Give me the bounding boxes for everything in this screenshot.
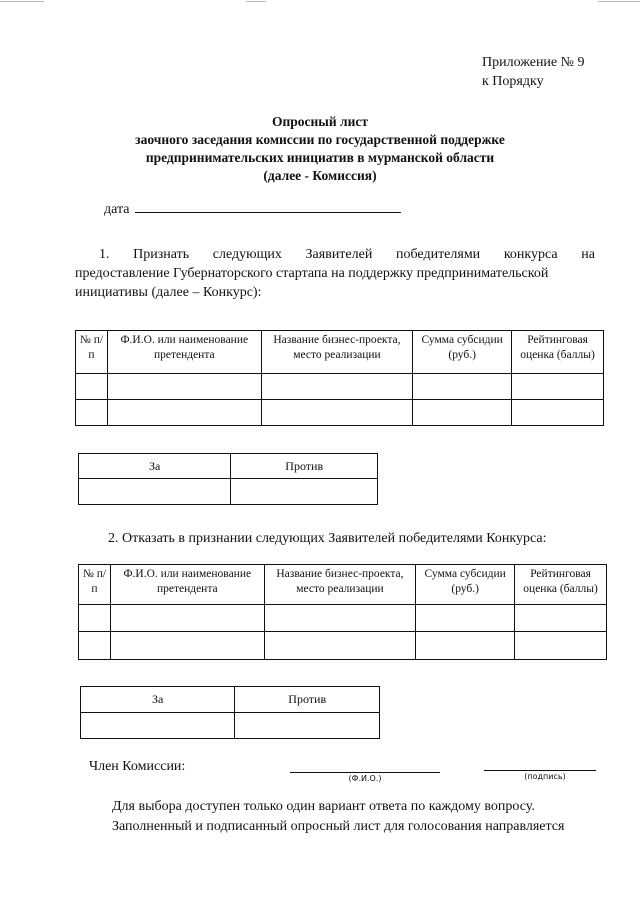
signature-line[interactable] bbox=[484, 770, 596, 771]
table-cell[interactable] bbox=[261, 374, 413, 400]
table-cell[interactable] bbox=[264, 605, 416, 632]
table-cell[interactable] bbox=[110, 632, 264, 660]
rejected-table bbox=[78, 564, 607, 660]
footer-line-2: Заполненный и подписанный опросный лист для голосования направляется bbox=[112, 819, 565, 834]
appendix-reference: к Порядку bbox=[482, 74, 544, 89]
scan-edge-mark bbox=[598, 1, 640, 2]
section-2-text: 2. Отказать в признании следующих Заявителей победителями Конкурса: bbox=[108, 531, 547, 546]
section-1-text bbox=[75, 245, 595, 302]
vote-for-cell[interactable] bbox=[79, 479, 231, 505]
table-cell[interactable] bbox=[512, 400, 604, 426]
footer-text bbox=[112, 797, 602, 837]
section-1-first-line: 1. Признать следующих Заявителей победителями конкурса на bbox=[99, 247, 595, 262]
scan-edge-mark bbox=[246, 1, 266, 2]
vote-table-2 bbox=[80, 686, 380, 739]
fio-caption: (Ф.И.О.) bbox=[348, 774, 382, 783]
table-cell[interactable] bbox=[416, 605, 515, 632]
col-header-project: Название бизнес-проекта, место реализации bbox=[264, 565, 416, 605]
fio-line[interactable] bbox=[290, 772, 440, 773]
document-title bbox=[0, 113, 640, 185]
col-header-num: № п/п bbox=[79, 565, 111, 605]
winners-table bbox=[75, 330, 604, 426]
table-cell[interactable] bbox=[107, 400, 261, 426]
vote-against-cell[interactable] bbox=[231, 479, 378, 505]
footer-line-1: Для выбора доступен только один вариант ответа по каждому вопросу. bbox=[112, 799, 535, 814]
vote-against-header: Против bbox=[235, 687, 380, 713]
col-header-rating: Рейтинговая оценка (баллы) bbox=[515, 565, 607, 605]
table-cell[interactable] bbox=[261, 400, 413, 426]
appendix-number: Приложение № 9 bbox=[482, 55, 585, 70]
table-cell[interactable] bbox=[79, 605, 111, 632]
table-cell[interactable] bbox=[264, 632, 416, 660]
table-cell[interactable] bbox=[107, 374, 261, 400]
title-line-4: (далее - Комиссия) bbox=[263, 168, 377, 183]
col-header-rating: Рейтинговая оценка (баллы) bbox=[512, 331, 604, 374]
table-row bbox=[76, 374, 604, 400]
date-field[interactable] bbox=[135, 199, 401, 213]
date-label: дата bbox=[104, 202, 130, 217]
title-line-1: Опросный лист bbox=[272, 114, 368, 129]
section-1-rest: предоставление Губернаторского стартапа на поддержку предпринимательской инициативы (далее – Конкурс): bbox=[75, 266, 549, 300]
appendix-label bbox=[482, 53, 585, 91]
col-header-project: Название бизнес-проекта, место реализации bbox=[261, 331, 413, 374]
vote-against-cell[interactable] bbox=[235, 713, 380, 739]
table-cell[interactable] bbox=[76, 374, 108, 400]
table-row bbox=[76, 400, 604, 426]
table-cell[interactable] bbox=[413, 400, 512, 426]
scan-edge-mark bbox=[0, 1, 44, 2]
title-line-2: заочного заседания комиссии по государственной поддержке bbox=[135, 132, 505, 147]
vote-for-cell[interactable] bbox=[81, 713, 235, 739]
vote-for-header: За bbox=[81, 687, 235, 713]
table-cell[interactable] bbox=[79, 632, 111, 660]
col-header-name: Ф.И.О. или наименование претендента bbox=[110, 565, 264, 605]
table-row bbox=[79, 632, 607, 660]
table-cell[interactable] bbox=[76, 400, 108, 426]
table-cell[interactable] bbox=[416, 632, 515, 660]
table-row bbox=[79, 605, 607, 632]
signature-caption: (подпись) bbox=[524, 772, 566, 781]
table-cell[interactable] bbox=[512, 374, 604, 400]
vote-for-header: За bbox=[79, 454, 231, 479]
table-cell[interactable] bbox=[413, 374, 512, 400]
date-row bbox=[104, 199, 401, 218]
col-header-subsidy: Сумма субсидии (руб.) bbox=[416, 565, 515, 605]
col-header-num: № п/п bbox=[76, 331, 108, 374]
member-label: Член Комиссии: bbox=[89, 759, 186, 774]
table-cell[interactable] bbox=[515, 605, 607, 632]
title-line-3: предпринимательских инициатив в мурманской области bbox=[145, 150, 495, 165]
vote-table-1 bbox=[78, 453, 378, 505]
col-header-subsidy: Сумма субсидии (руб.) bbox=[413, 331, 512, 374]
table-cell[interactable] bbox=[515, 632, 607, 660]
col-header-name: Ф.И.О. или наименование претендента bbox=[107, 331, 261, 374]
table-cell[interactable] bbox=[110, 605, 264, 632]
vote-against-header: Против bbox=[231, 454, 378, 479]
